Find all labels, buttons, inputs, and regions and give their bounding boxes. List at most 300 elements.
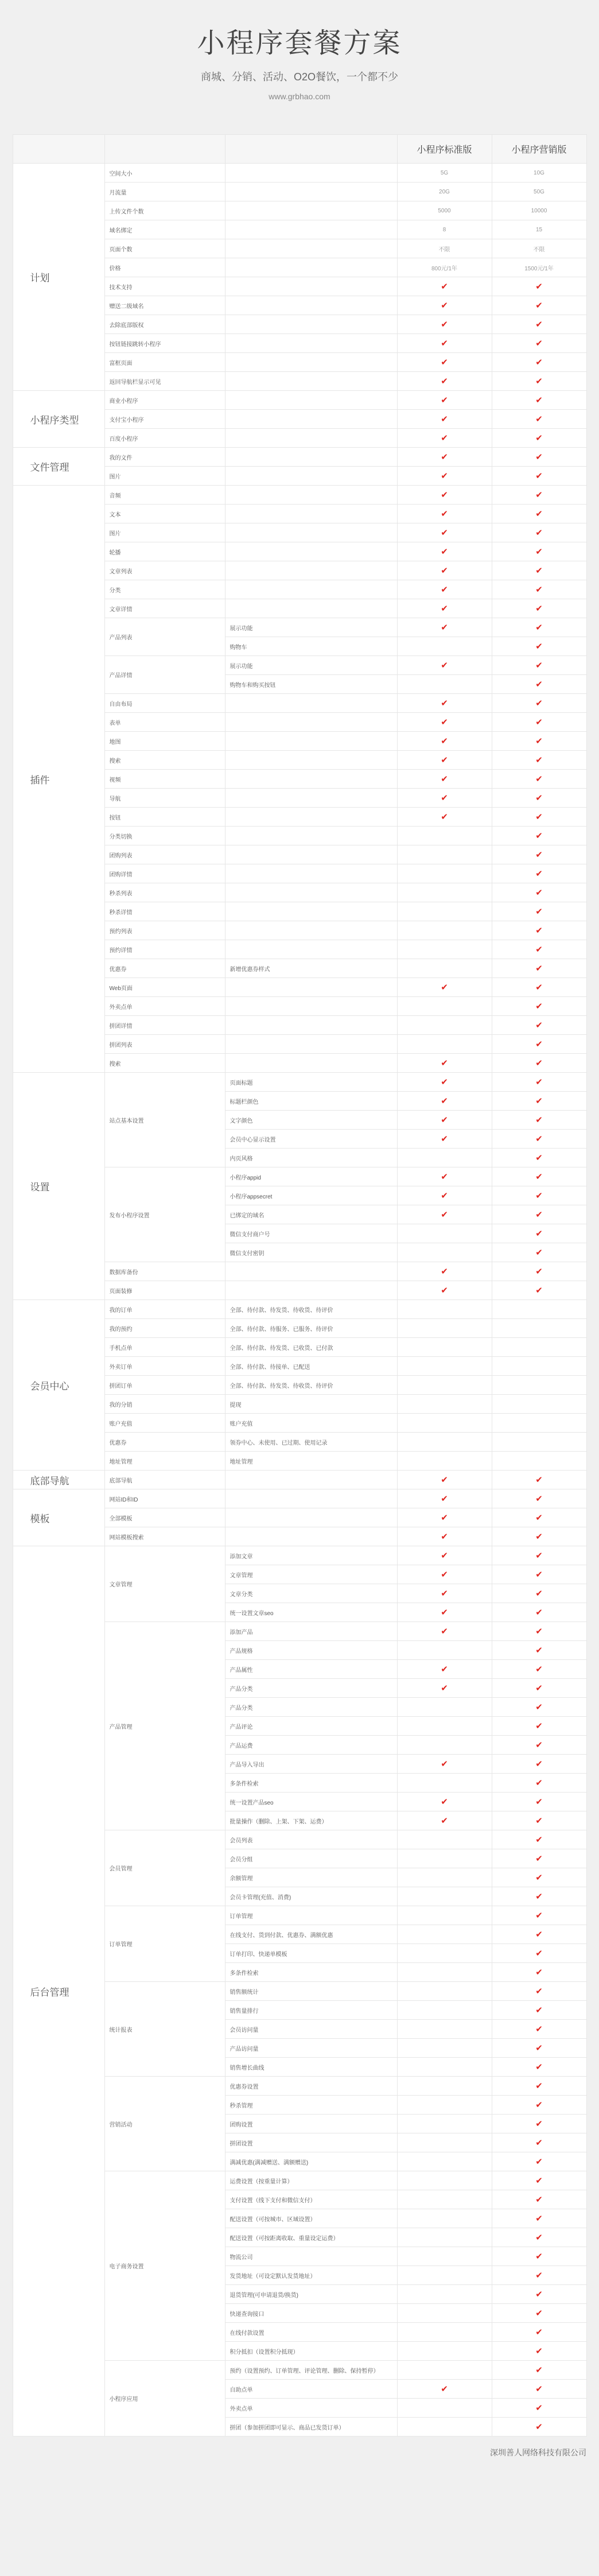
check-icon: ✔ bbox=[535, 1115, 543, 1125]
detail-cell: 批量操作（删除、上架、下架、运费） bbox=[225, 1811, 397, 1830]
detail-cell: 文字颜色 bbox=[225, 1111, 397, 1130]
check-icon: ✔ bbox=[535, 547, 543, 557]
marketing-cell: 50G bbox=[492, 183, 586, 201]
check-icon: ✔ bbox=[535, 301, 543, 311]
standard-cell bbox=[397, 1755, 492, 1774]
check-icon: ✔ bbox=[535, 1134, 543, 1144]
feature-cell: 月流量 bbox=[104, 183, 225, 201]
detail-cell: 文章分类 bbox=[225, 1584, 397, 1603]
marketing-cell bbox=[492, 656, 586, 675]
check-icon: ✔ bbox=[535, 831, 543, 841]
check-icon: ✔ bbox=[441, 1589, 448, 1599]
check-icon: ✔ bbox=[441, 585, 448, 595]
check-icon: ✔ bbox=[535, 793, 543, 803]
feature-cell: 秒杀列表 bbox=[104, 883, 225, 902]
check-icon: ✔ bbox=[535, 1039, 543, 1049]
check-icon: ✔ bbox=[535, 1740, 543, 1750]
marketing-cell bbox=[492, 1376, 586, 1395]
standard-cell bbox=[397, 1149, 492, 1167]
check-icon: ✔ bbox=[535, 2309, 543, 2318]
feature-cell: 优惠券 bbox=[104, 1433, 225, 1452]
check-icon: ✔ bbox=[441, 433, 448, 443]
detail-cell: 小程序appsecret bbox=[225, 1186, 397, 1205]
detail-cell: 产品运费 bbox=[225, 1736, 397, 1755]
group-label: 模板 bbox=[13, 1489, 104, 1546]
check-icon: ✔ bbox=[535, 358, 543, 367]
check-icon: ✔ bbox=[535, 1778, 543, 1788]
feature-cell: 我的分销 bbox=[104, 1395, 225, 1414]
check-icon: ✔ bbox=[535, 1513, 543, 1523]
marketing-cell: 10000 bbox=[492, 201, 586, 220]
standard-cell: 5000 bbox=[397, 201, 492, 220]
check-icon: ✔ bbox=[441, 414, 448, 424]
detail-cell: 订单打印、快递单模板 bbox=[225, 1944, 397, 1963]
feature-cell: 产品列表 bbox=[104, 618, 225, 656]
check-icon: ✔ bbox=[535, 680, 543, 689]
standard-cell bbox=[397, 2247, 492, 2266]
check-icon: ✔ bbox=[441, 1570, 448, 1580]
marketing-cell bbox=[492, 845, 586, 864]
marketing-cell: 10G bbox=[492, 164, 586, 183]
marketing-cell bbox=[492, 2399, 586, 2418]
detail-cell bbox=[225, 258, 397, 277]
detail-cell bbox=[225, 467, 397, 486]
standard-cell bbox=[397, 2285, 492, 2304]
marketing-cell bbox=[492, 1698, 586, 1717]
marketing-cell bbox=[492, 1433, 586, 1452]
marketing-cell bbox=[492, 1736, 586, 1755]
check-icon: ✔ bbox=[535, 1835, 543, 1845]
marketing-cell bbox=[492, 561, 586, 580]
marketing-cell bbox=[492, 789, 586, 808]
standard-cell bbox=[397, 296, 492, 315]
standard-cell bbox=[397, 959, 492, 978]
check-icon: ✔ bbox=[441, 395, 448, 405]
feature-cell: 营销活动 bbox=[104, 2077, 225, 2171]
check-icon: ✔ bbox=[535, 566, 543, 576]
detail-cell: 账户充值 bbox=[225, 1414, 397, 1433]
standard-cell bbox=[397, 2058, 492, 2077]
check-icon: ✔ bbox=[535, 1702, 543, 1712]
standard-cell bbox=[397, 675, 492, 694]
detail-cell bbox=[225, 1471, 397, 1489]
feature-cell: 产品管理 bbox=[104, 1622, 225, 1830]
detail-cell: 运费设置（按重量计算） bbox=[225, 2171, 397, 2190]
standard-cell bbox=[397, 713, 492, 732]
standard-cell bbox=[397, 1319, 492, 1338]
marketing-cell bbox=[492, 1281, 586, 1300]
standard-cell bbox=[397, 2039, 492, 2058]
marketing-cell bbox=[492, 921, 586, 940]
feature-cell: 拼团列表 bbox=[104, 1035, 225, 1054]
check-icon: ✔ bbox=[535, 1096, 543, 1106]
col-header-standard: 小程序标准版 bbox=[397, 135, 492, 164]
standard-cell: 20G bbox=[397, 183, 492, 201]
check-icon: ✔ bbox=[535, 1002, 543, 1011]
detail-cell: 销售额统计 bbox=[225, 1982, 397, 2001]
check-icon: ✔ bbox=[535, 623, 543, 633]
marketing-cell bbox=[492, 2133, 586, 2152]
standard-cell bbox=[397, 1167, 492, 1186]
table-row bbox=[13, 1489, 586, 1508]
check-icon: ✔ bbox=[441, 2384, 448, 2394]
page-title: 小程序套餐方案 bbox=[197, 28, 402, 59]
detail-cell bbox=[225, 523, 397, 542]
feature-cell: 文章列表 bbox=[104, 561, 225, 580]
feature-cell: 预约列表 bbox=[104, 921, 225, 940]
check-icon: ✔ bbox=[441, 1077, 448, 1087]
feature-cell: 账户充值 bbox=[104, 1414, 225, 1433]
marketing-cell bbox=[492, 372, 586, 391]
detail-cell: 展示功能 bbox=[225, 618, 397, 637]
standard-cell bbox=[397, 1395, 492, 1414]
detail-cell bbox=[225, 921, 397, 940]
detail-cell: 在线支付、货到付款、优惠券、满额优惠 bbox=[225, 1925, 397, 1944]
marketing-cell bbox=[492, 1471, 586, 1489]
detail-cell bbox=[225, 902, 397, 921]
check-icon: ✔ bbox=[535, 490, 543, 500]
feature-cell: 分类切换 bbox=[104, 827, 225, 845]
marketing-cell bbox=[492, 1982, 586, 2001]
feature-cell: 搜索 bbox=[104, 751, 225, 770]
standard-cell bbox=[397, 1186, 492, 1205]
marketing-cell bbox=[492, 2001, 586, 2020]
detail-cell: 统一设置产品seo bbox=[225, 1793, 397, 1811]
table-row bbox=[13, 1546, 586, 1565]
standard-cell bbox=[397, 1811, 492, 1830]
marketing-cell bbox=[492, 1262, 586, 1281]
marketing-cell bbox=[492, 2418, 586, 2437]
marketing-cell bbox=[492, 751, 586, 770]
standard-cell bbox=[397, 694, 492, 713]
marketing-cell bbox=[492, 2304, 586, 2323]
standard-cell bbox=[397, 1054, 492, 1073]
standard-cell bbox=[397, 1073, 492, 1092]
check-icon: ✔ bbox=[535, 2062, 543, 2072]
check-icon: ✔ bbox=[535, 471, 543, 481]
standard-cell bbox=[397, 2266, 492, 2285]
marketing-cell bbox=[492, 2077, 586, 2096]
marketing-cell bbox=[492, 959, 586, 978]
marketing-cell bbox=[492, 1224, 586, 1243]
check-icon: ✔ bbox=[535, 2327, 543, 2337]
check-icon: ✔ bbox=[535, 1816, 543, 1826]
check-icon: ✔ bbox=[535, 1058, 543, 1068]
marketing-cell bbox=[492, 1130, 586, 1149]
detail-cell: 全部、待付款、待发货、已收货、已付款 bbox=[225, 1338, 397, 1357]
detail-cell bbox=[225, 448, 397, 467]
detail-cell: 小程序appid bbox=[225, 1167, 397, 1186]
feature-cell: 图片 bbox=[104, 467, 225, 486]
check-icon: ✔ bbox=[535, 2233, 543, 2243]
standard-cell bbox=[397, 523, 492, 542]
detail-cell bbox=[225, 978, 397, 997]
check-icon: ✔ bbox=[535, 812, 543, 822]
standard-cell bbox=[397, 2001, 492, 2020]
standard-cell bbox=[397, 637, 492, 656]
standard-cell bbox=[397, 1300, 492, 1319]
standard-cell bbox=[397, 864, 492, 883]
marketing-cell bbox=[492, 1641, 586, 1660]
detail-cell bbox=[225, 1281, 397, 1300]
detail-cell: 全部、待付款、待发货、待收货、待评价 bbox=[225, 1300, 397, 1319]
feature-cell: 优惠券 bbox=[104, 959, 225, 978]
detail-cell: 秒杀管理 bbox=[225, 2096, 397, 2115]
feature-cell: 电子商务设置 bbox=[104, 2171, 225, 2361]
standard-cell bbox=[397, 1584, 492, 1603]
marketing-cell bbox=[492, 1300, 586, 1319]
check-icon: ✔ bbox=[535, 945, 543, 955]
marketing-cell bbox=[492, 1906, 586, 1925]
standard-cell bbox=[397, 1887, 492, 1906]
detail-cell: 购物车和购买按钮 bbox=[225, 675, 397, 694]
detail-cell: 拼团（参加拼团即可显示、商品已发货订单） bbox=[225, 2418, 397, 2437]
standard-cell bbox=[397, 1243, 492, 1262]
page-subtitle: 商城、分销、活动、O2O餐饮，一个都不少 bbox=[200, 71, 398, 83]
detail-cell bbox=[225, 770, 397, 789]
standard-cell bbox=[397, 1508, 492, 1527]
table-header-row bbox=[13, 135, 586, 164]
standard-cell bbox=[397, 2342, 492, 2361]
standard-cell bbox=[397, 1281, 492, 1300]
marketing-cell bbox=[492, 391, 586, 410]
check-icon: ✔ bbox=[535, 1797, 543, 1807]
marketing-cell bbox=[492, 523, 586, 542]
standard-cell bbox=[397, 2399, 492, 2418]
feature-cell: 上传文件个数 bbox=[104, 201, 225, 220]
detail-cell bbox=[225, 599, 397, 618]
check-icon: ✔ bbox=[441, 1816, 448, 1826]
marketing-cell bbox=[492, 1508, 586, 1527]
feature-cell: Web页面 bbox=[104, 978, 225, 997]
check-icon: ✔ bbox=[441, 1134, 448, 1144]
check-icon: ✔ bbox=[441, 452, 448, 462]
detail-cell: 多条件检索 bbox=[225, 1774, 397, 1793]
marketing-cell bbox=[492, 2380, 586, 2399]
check-icon: ✔ bbox=[441, 358, 448, 367]
detail-cell bbox=[225, 201, 397, 220]
standard-cell bbox=[397, 2020, 492, 2039]
check-icon: ✔ bbox=[441, 604, 448, 614]
standard-cell bbox=[397, 1982, 492, 2001]
check-icon: ✔ bbox=[535, 1248, 543, 1258]
check-icon: ✔ bbox=[535, 1172, 543, 1182]
check-icon: ✔ bbox=[441, 1475, 448, 1485]
feature-cell: 返回导航栏显示可见 bbox=[104, 372, 225, 391]
detail-cell: 在线付款设置 bbox=[225, 2323, 397, 2342]
standard-cell: 5G bbox=[397, 164, 492, 183]
marketing-cell bbox=[492, 334, 586, 353]
marketing-cell: 15 bbox=[492, 220, 586, 239]
table-body bbox=[13, 164, 586, 2437]
feature-cell: 空间大小 bbox=[104, 164, 225, 183]
standard-cell bbox=[397, 2115, 492, 2133]
marketing-cell bbox=[492, 2342, 586, 2361]
detail-cell: 会员访问量 bbox=[225, 2020, 397, 2039]
check-icon: ✔ bbox=[535, 604, 543, 614]
check-icon: ✔ bbox=[441, 717, 448, 727]
detail-cell: 文章管理 bbox=[225, 1565, 397, 1584]
detail-cell: 发货地址（可设定默认发货地址） bbox=[225, 2266, 397, 2285]
feature-cell: 秒杀详情 bbox=[104, 902, 225, 921]
feature-cell: 团购列表 bbox=[104, 845, 225, 864]
detail-cell: 多条件检索 bbox=[225, 1963, 397, 1982]
detail-cell: 会员卡管理(充值、消费) bbox=[225, 1887, 397, 1906]
site-url[interactable]: www.grbhao.com bbox=[269, 92, 330, 101]
detail-cell: 微信支付商户号 bbox=[225, 1224, 397, 1243]
standard-cell bbox=[397, 486, 492, 505]
standard-cell bbox=[397, 1830, 492, 1849]
marketing-cell bbox=[492, 467, 586, 486]
feature-cell: 视频 bbox=[104, 770, 225, 789]
marketing-cell bbox=[492, 2228, 586, 2247]
standard-cell bbox=[397, 2418, 492, 2437]
feature-cell: 域名绑定 bbox=[104, 220, 225, 239]
detail-cell bbox=[225, 315, 397, 334]
feature-cell: 按钮链接跳转小程序 bbox=[104, 334, 225, 353]
feature-cell: 富框页面 bbox=[104, 353, 225, 372]
marketing-cell bbox=[492, 1887, 586, 1906]
check-icon: ✔ bbox=[535, 964, 543, 973]
marketing-cell bbox=[492, 1717, 586, 1736]
standard-cell bbox=[397, 1944, 492, 1963]
marketing-cell bbox=[492, 770, 586, 789]
detail-cell: 领券中心、未使用、已过期、使用记录 bbox=[225, 1433, 397, 1452]
check-icon: ✔ bbox=[441, 320, 448, 329]
feature-cell: 技术支持 bbox=[104, 277, 225, 296]
standard-cell bbox=[397, 599, 492, 618]
check-icon: ✔ bbox=[535, 926, 543, 936]
feature-cell: 搜索 bbox=[104, 1054, 225, 1073]
standard-cell bbox=[397, 334, 492, 353]
marketing-cell bbox=[492, 2152, 586, 2171]
marketing-cell bbox=[492, 1205, 586, 1224]
standard-cell bbox=[397, 372, 492, 391]
feature-cell: 导航 bbox=[104, 789, 225, 808]
detail-cell bbox=[225, 864, 397, 883]
check-icon: ✔ bbox=[535, 509, 543, 519]
detail-cell bbox=[225, 220, 397, 239]
check-icon: ✔ bbox=[535, 1854, 543, 1864]
check-icon: ✔ bbox=[535, 1191, 543, 1201]
detail-cell: 外卖点单 bbox=[225, 2399, 397, 2418]
check-icon: ✔ bbox=[535, 642, 543, 651]
feature-cell: 团购详情 bbox=[104, 864, 225, 883]
check-icon: ✔ bbox=[441, 1210, 448, 1220]
check-icon: ✔ bbox=[535, 585, 543, 595]
detail-cell: 页面标题 bbox=[225, 1073, 397, 1092]
standard-cell bbox=[397, 1111, 492, 1130]
detail-cell: 添加产品 bbox=[225, 1622, 397, 1641]
detail-cell bbox=[225, 183, 397, 201]
check-icon: ✔ bbox=[535, 661, 543, 670]
check-icon: ✔ bbox=[535, 717, 543, 727]
marketing-cell bbox=[492, 1565, 586, 1584]
check-icon: ✔ bbox=[535, 2290, 543, 2299]
detail-cell bbox=[225, 732, 397, 751]
detail-cell bbox=[225, 1527, 397, 1546]
check-icon: ✔ bbox=[535, 1683, 543, 1693]
marketing-cell bbox=[492, 580, 586, 599]
marketing-cell bbox=[492, 315, 586, 334]
check-icon: ✔ bbox=[535, 377, 543, 386]
standard-cell: 不限 bbox=[397, 239, 492, 258]
feature-cell: 百度小程序 bbox=[104, 429, 225, 448]
marketing-cell bbox=[492, 713, 586, 732]
check-icon: ✔ bbox=[441, 623, 448, 633]
standard-cell bbox=[397, 1622, 492, 1641]
check-icon: ✔ bbox=[535, 850, 543, 860]
feature-cell: 我的预约 bbox=[104, 1319, 225, 1338]
check-icon: ✔ bbox=[535, 1021, 543, 1030]
marketing-cell bbox=[492, 618, 586, 637]
standard-cell bbox=[397, 1793, 492, 1811]
marketing-cell bbox=[492, 1357, 586, 1376]
standard-cell bbox=[397, 2304, 492, 2323]
standard-cell bbox=[397, 1546, 492, 1565]
detail-cell: 产品导入导出 bbox=[225, 1755, 397, 1774]
standard-cell bbox=[397, 770, 492, 789]
detail-cell bbox=[225, 391, 397, 410]
marketing-cell bbox=[492, 1793, 586, 1811]
marketing-cell bbox=[492, 2361, 586, 2380]
standard-cell bbox=[397, 1925, 492, 1944]
marketing-cell bbox=[492, 1111, 586, 1130]
footer-company: 深圳善人网络科技有限公司 bbox=[490, 2448, 586, 2457]
standard-cell bbox=[397, 1774, 492, 1793]
standard-cell bbox=[397, 1489, 492, 1508]
marketing-cell bbox=[492, 1963, 586, 1982]
standard-cell bbox=[397, 883, 492, 902]
marketing-cell bbox=[492, 277, 586, 296]
check-icon: ✔ bbox=[441, 509, 448, 519]
detail-cell bbox=[225, 1508, 397, 1527]
marketing-cell bbox=[492, 2096, 586, 2115]
detail-cell: 标题栏颜色 bbox=[225, 1092, 397, 1111]
check-icon: ✔ bbox=[535, 1968, 543, 1977]
standard-cell bbox=[397, 1963, 492, 1982]
marketing-cell bbox=[492, 978, 586, 997]
standard-cell bbox=[397, 1338, 492, 1357]
check-icon: ✔ bbox=[441, 1058, 448, 1068]
feature-cell: 我的文件 bbox=[104, 448, 225, 467]
check-icon: ✔ bbox=[535, 1153, 543, 1163]
check-icon: ✔ bbox=[535, 1570, 543, 1580]
standard-cell bbox=[397, 277, 492, 296]
group-label: 底部导航 bbox=[13, 1471, 104, 1489]
standard-cell bbox=[397, 1205, 492, 1224]
check-icon: ✔ bbox=[535, 1475, 543, 1485]
standard-cell bbox=[397, 1224, 492, 1243]
standard-cell bbox=[397, 1603, 492, 1622]
standard-cell bbox=[397, 1698, 492, 1717]
standard-cell bbox=[397, 1452, 492, 1471]
marketing-cell bbox=[492, 1016, 586, 1035]
detail-cell bbox=[225, 997, 397, 1016]
marketing-cell bbox=[492, 542, 586, 561]
marketing-cell bbox=[492, 2285, 586, 2304]
standard-cell bbox=[397, 1433, 492, 1452]
check-icon: ✔ bbox=[441, 1513, 448, 1523]
check-icon: ✔ bbox=[441, 547, 448, 557]
standard-cell bbox=[397, 1016, 492, 1035]
check-icon: ✔ bbox=[535, 1627, 543, 1636]
standard-cell bbox=[397, 1565, 492, 1584]
check-icon: ✔ bbox=[441, 471, 448, 481]
check-icon: ✔ bbox=[535, 2024, 543, 2034]
check-icon: ✔ bbox=[441, 377, 448, 386]
feature-cell: 全部模板 bbox=[104, 1508, 225, 1527]
